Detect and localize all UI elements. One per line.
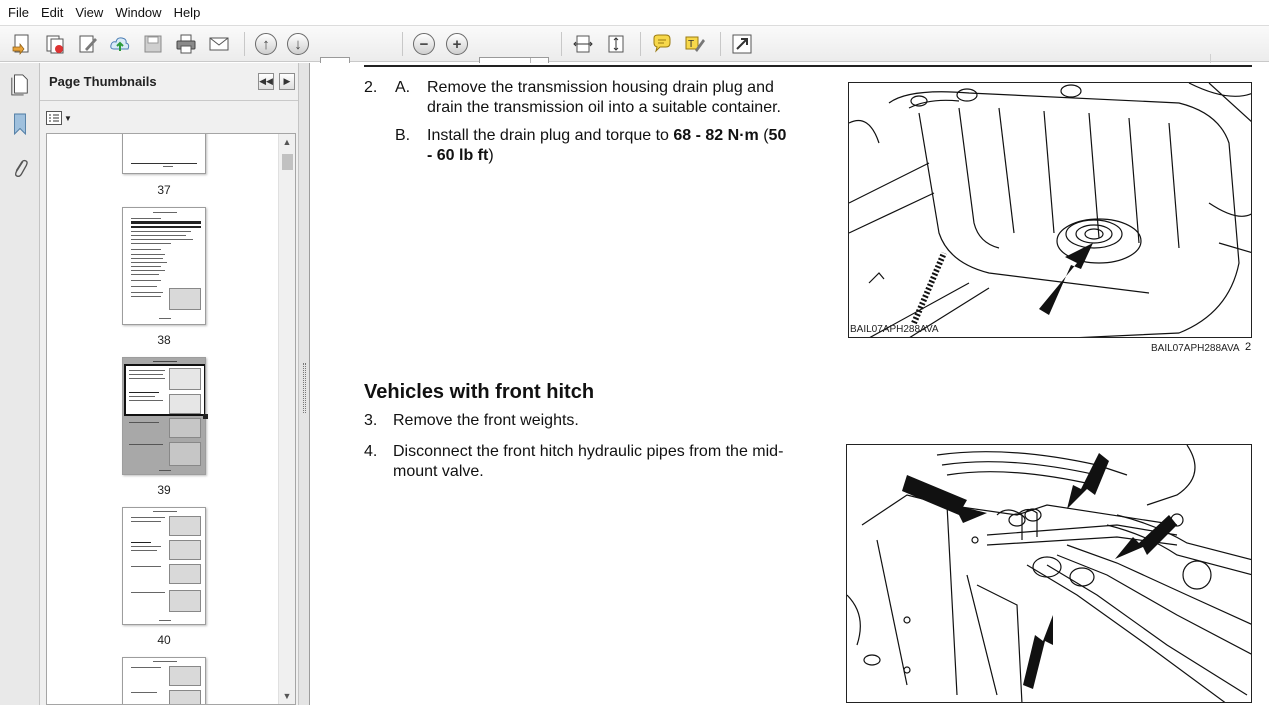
panel-title: Page Thumbnails [49,74,157,89]
svg-text:T: T [688,39,695,50]
edit-pdf-icon[interactable] [75,31,101,57]
previous-page-button[interactable] [253,31,279,57]
fit-page-icon [605,33,627,55]
panel-header [40,63,298,101]
highlight-button[interactable] [682,31,708,57]
step-4-line-1: Disconnect the front hitch hydraulic pipes from the mid- [393,443,784,460]
scroll-up-icon[interactable]: ▲ [282,137,292,147]
menu-view[interactable]: View [75,4,104,20]
toolbar [0,26,1269,62]
step-2a-letter: A. [395,79,411,96]
thumbnail-label-40: 40 [157,633,171,647]
step-2b-text-line-2: - 60 lb ft) [427,147,494,164]
step-2-number: 2. [364,79,378,96]
document-view[interactable] [310,63,1269,705]
fit-page-button[interactable] [603,31,629,57]
panel-splitter[interactable] [298,63,310,705]
highlighter-icon [684,33,706,55]
thumbnail-label-37: 37 [157,183,171,197]
attachments-icon[interactable] [7,153,33,183]
page-thumbnails-icon[interactable] [7,69,33,99]
arrow-up-icon: ↑ [255,33,277,55]
thumbnail-label-38: 38 [157,333,171,347]
plus-icon: + [446,33,468,55]
full-screen-button[interactable] [729,31,755,57]
step-2a-line-2: drain the transmission oil into a suitable container. [427,99,781,116]
chevron-down-icon: ▼ [64,113,72,123]
thumbnail-page-38[interactable] [122,207,206,325]
fit-width-icon [572,33,594,55]
expand-icon [731,33,753,55]
print-icon[interactable] [173,31,199,57]
thumbnail-page-41[interactable] [122,657,206,705]
thumbnail-label-39: 39 [157,483,171,497]
resize-handle[interactable] [203,414,208,419]
bookmarks-icon[interactable] [7,109,33,139]
collapse-panel-button[interactable]: ◀◀ [258,73,274,90]
thumbnail-page-39[interactable] [122,357,206,475]
figure-1-caption: BAIL07APH288AVA [850,324,939,335]
scrollbar-thumb[interactable] [282,154,293,170]
menu-window[interactable]: Window [115,4,162,20]
options-list-icon [46,111,62,125]
thumbnail-page-37[interactable] [122,133,206,174]
step-2b-letter: B. [395,127,411,144]
thumbnail-scrollbar[interactable] [278,134,295,704]
step-4-number: 4. [364,443,378,460]
figure-drain-plug [848,82,1252,338]
create-pdf-icon[interactable] [9,31,35,57]
speech-bubble-icon [651,33,673,55]
figure-hydraulic-pipes [846,444,1252,703]
thumbnail-options-button[interactable] [46,109,74,127]
header-rule [364,65,1252,67]
comment-button[interactable] [649,31,675,57]
figure-1-number: 2 [1245,341,1252,353]
step-3-number: 3. [364,412,378,429]
chevron-right-icon[interactable]: ▶ [279,73,295,90]
menu-help[interactable]: Help [173,4,201,20]
combine-files-icon[interactable] [42,31,68,57]
zoom-in-button[interactable] [444,31,470,57]
save-icon[interactable] [140,31,166,57]
upload-cloud-icon[interactable] [107,31,133,57]
step-2b-text: Install the drain plug and torque to 68 - 82 N·m (50 [427,127,787,144]
navigation-rail [0,63,40,705]
step-2a-line-1: Remove the transmission housing drain plug and [427,79,774,96]
section-heading: Vehicles with front hitch [364,381,595,403]
thumbnail-list[interactable] [46,133,296,705]
step-3-text: Remove the front weights. [393,412,579,429]
thumbnails-panel [40,63,298,705]
menu-edit[interactable]: Edit [40,4,64,20]
arrow-down-icon: ↓ [287,33,309,55]
menu-file[interactable]: File [8,4,29,20]
minus-icon: − [413,33,435,55]
scroll-down-icon[interactable]: ▼ [282,691,292,701]
next-page-button[interactable] [285,31,311,57]
step-4-line-2: mount valve. [393,463,484,480]
fit-width-button[interactable] [570,31,596,57]
menu-bar [0,0,1269,26]
thumbnail-page-40[interactable] [122,507,206,625]
zoom-out-button[interactable] [411,31,437,57]
email-icon[interactable] [206,31,232,57]
figure-1-reference: BAIL07APH288AVA [1151,343,1240,354]
